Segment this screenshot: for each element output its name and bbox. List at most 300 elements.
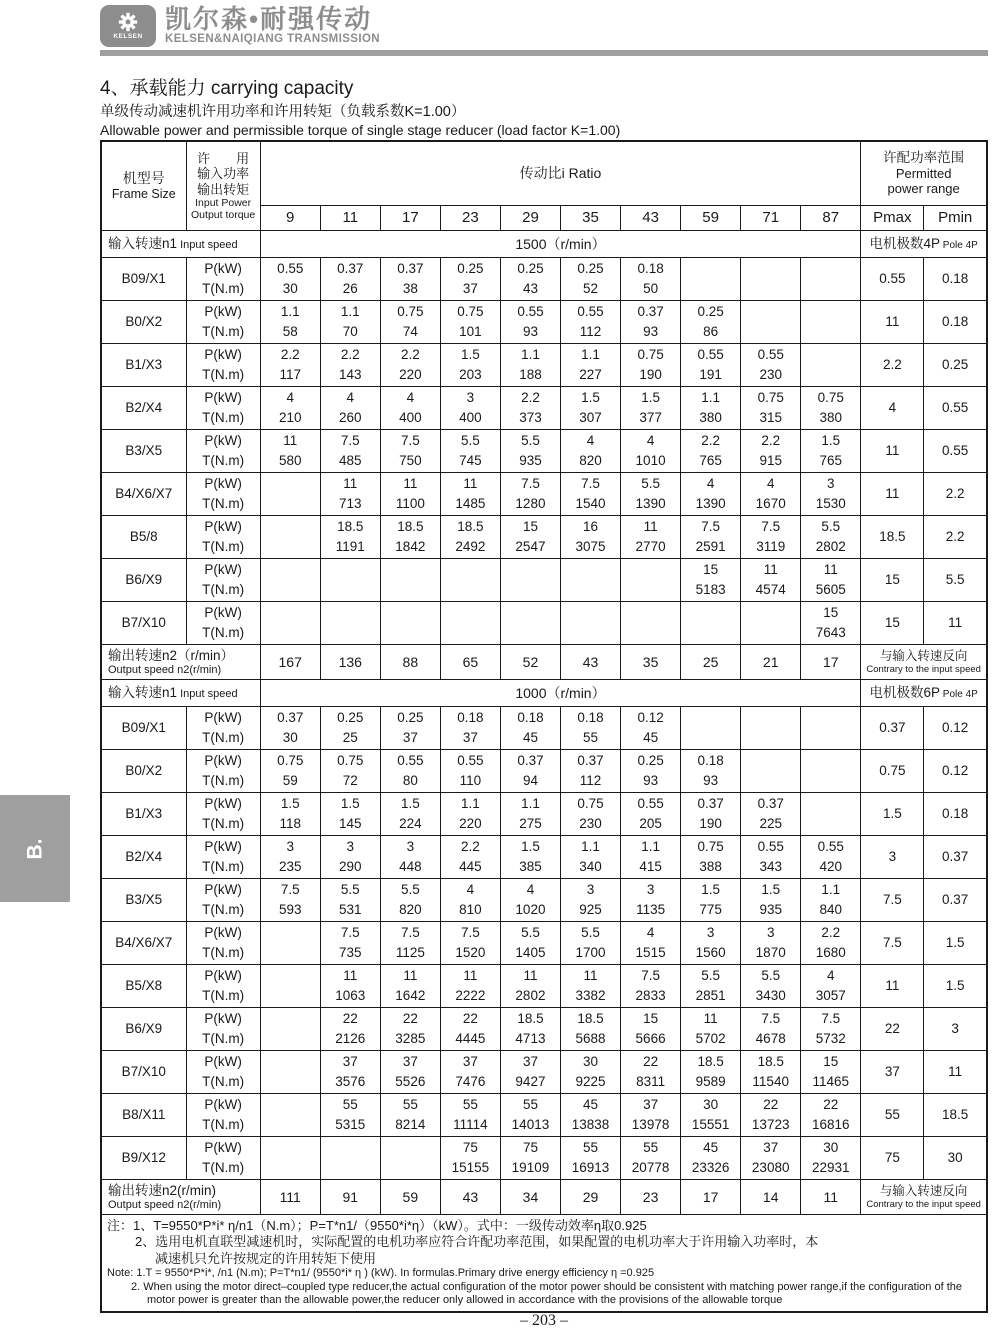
p-value: 0.25 <box>697 303 724 319</box>
pmax-cell: 22 <box>861 1007 924 1050</box>
value-cell <box>320 1050 380 1093</box>
t-value <box>742 728 799 748</box>
t-value: 5732 <box>815 1030 846 1046</box>
table-row <box>101 386 987 429</box>
p-value: 22 <box>462 1010 478 1026</box>
p-value: 2.2 <box>521 389 540 405</box>
t-value: 8311 <box>636 1073 666 1089</box>
t-value <box>802 365 859 385</box>
value-cell <box>681 1093 741 1136</box>
subtitle-en: Allowable power and permissible torque of single stage reducer (load factor K=1.00) <box>100 122 621 138</box>
value-cell <box>440 964 500 1007</box>
p-value: 22 <box>342 1010 358 1026</box>
p-value <box>742 302 799 322</box>
t-value: 2851 <box>695 987 726 1003</box>
t-value: 745 <box>459 452 482 468</box>
t-value: 37 <box>462 729 478 745</box>
value-cell <box>440 1093 500 1136</box>
t-value: 935 <box>519 452 542 468</box>
t-value: 94 <box>522 772 538 788</box>
t-value: 203 <box>459 366 482 382</box>
p-value: 15 <box>823 1053 839 1069</box>
pt-label-cell <box>186 878 260 921</box>
permitted-header-en2: power range <box>887 181 960 197</box>
input-speed-label-cn: 输入转速n1 <box>108 235 178 251</box>
p-value: 1.1 <box>581 346 600 362</box>
p-value: 2.2 <box>400 346 420 362</box>
value-cell <box>560 558 620 601</box>
pt-label-cell <box>186 1007 260 1050</box>
t-value: 20778 <box>631 1159 670 1175</box>
p-value: 0.25 <box>397 709 424 725</box>
t-value <box>322 1158 379 1178</box>
pmin-cell: 0.12 <box>924 706 987 749</box>
value-cell <box>681 300 741 343</box>
p-value: 0.55 <box>517 303 544 319</box>
table-row <box>101 515 987 558</box>
t-value: 190 <box>699 815 722 831</box>
output-value-cell: 17 <box>801 644 861 679</box>
t-value: 3075 <box>575 538 606 554</box>
ratio-col-23: 23 <box>440 205 500 230</box>
pmax-cell: 11 <box>861 429 924 472</box>
p-value: 5.5 <box>340 881 360 897</box>
t-value: 3382 <box>575 987 606 1003</box>
value-cell <box>500 878 560 921</box>
t-value: 235 <box>278 858 302 874</box>
brand-header <box>100 5 380 47</box>
t-value: 110 <box>459 772 482 788</box>
t-value: 750 <box>399 452 422 468</box>
p-unit-label: P(kW) <box>204 1010 242 1026</box>
t-value: 5183 <box>695 581 726 597</box>
t-value: 13838 <box>571 1116 610 1132</box>
value-cell <box>741 472 801 515</box>
t-value: 22931 <box>811 1159 850 1175</box>
ratio-col-87: 87 <box>801 205 861 230</box>
p-value: 55 <box>342 1096 358 1112</box>
value-cell <box>380 429 440 472</box>
pmin-cell: 0.18 <box>924 792 987 835</box>
p-value: 37 <box>342 1053 358 1069</box>
t-value: 1670 <box>755 495 786 511</box>
p-value: 0.75 <box>697 838 724 854</box>
pmin-cell: 11 <box>924 1050 987 1093</box>
t-value <box>322 623 379 643</box>
p-value: 22 <box>643 1053 659 1069</box>
t-unit-label: T(N.m) <box>202 323 245 339</box>
value-cell <box>500 257 560 300</box>
t-value: 5702 <box>695 1030 726 1046</box>
t-value: 205 <box>639 815 662 831</box>
t-value: 5666 <box>635 1030 666 1046</box>
t-value: 415 <box>639 858 662 874</box>
t-unit-label: T(N.m) <box>202 1030 245 1046</box>
t-value: 30 <box>282 729 298 745</box>
pmax-cell: 2.2 <box>861 343 924 386</box>
p-value <box>802 259 859 279</box>
p-value: 15 <box>703 561 719 577</box>
value-cell <box>560 749 620 792</box>
pmin-cell: 0.55 <box>924 429 987 472</box>
value-cell <box>621 1007 681 1050</box>
p-value: 15 <box>522 518 538 534</box>
value-cell <box>560 601 620 644</box>
t-value: 74 <box>402 323 418 339</box>
value-cell <box>741 964 801 1007</box>
value-cell <box>320 1007 380 1050</box>
table-row <box>101 601 987 644</box>
value-cell <box>801 792 861 835</box>
p-value: 0.75 <box>277 752 304 768</box>
frame-size-cell: B7/X10 <box>101 1050 186 1093</box>
value-cell <box>621 1093 681 1136</box>
value-cell <box>500 558 560 601</box>
value-cell <box>380 257 440 300</box>
p-value: 5.5 <box>581 924 600 940</box>
pmax-cell: 4 <box>861 386 924 429</box>
t-value: 275 <box>519 815 542 831</box>
frame-size-cell: B2/X4 <box>101 386 186 429</box>
value-cell <box>260 749 320 792</box>
value-cell <box>560 878 620 921</box>
value-cell <box>500 835 560 878</box>
t-value: 4445 <box>455 1030 486 1046</box>
t-value: 388 <box>699 858 722 874</box>
t-value: 5688 <box>575 1030 606 1046</box>
t-value: 1020 <box>515 901 546 917</box>
p-value: 0.12 <box>637 709 664 725</box>
input-speed-row <box>101 230 987 257</box>
value-cell <box>440 1007 500 1050</box>
t-value: 30 <box>282 280 298 296</box>
p-value: 2.2 <box>821 924 841 940</box>
t-value: 373 <box>519 409 542 425</box>
p-value: 0.55 <box>637 795 664 811</box>
value-cell <box>500 964 560 1007</box>
t-value: 37 <box>462 280 478 296</box>
t-value <box>562 580 619 600</box>
value-cell <box>500 706 560 749</box>
p-value: 0.18 <box>457 709 484 725</box>
t-value: 2591 <box>695 538 726 554</box>
output-value-cell: 11 <box>801 1179 861 1214</box>
value-cell <box>741 921 801 964</box>
p-value: 0.25 <box>457 260 484 276</box>
permitted-header-en1: Permitted <box>895 166 952 182</box>
p-value: 55 <box>402 1096 418 1112</box>
t-value <box>262 1029 319 1049</box>
p-unit-label: P(kW) <box>204 967 242 983</box>
t-value <box>262 580 319 600</box>
value-cell <box>681 257 741 300</box>
p-value: 1.1 <box>521 346 540 362</box>
value-cell <box>320 300 380 343</box>
p-value: 0.37 <box>337 260 364 276</box>
p-value: 1.1 <box>641 838 660 854</box>
t-value: 713 <box>339 495 362 511</box>
t-unit-label: T(N.m) <box>202 815 245 831</box>
value-cell <box>320 601 380 644</box>
value-cell <box>741 1136 801 1179</box>
p-value: 4 <box>766 475 775 491</box>
p-value: 1.1 <box>581 838 600 854</box>
t-value: 445 <box>459 858 482 874</box>
t-value: 1125 <box>395 944 425 960</box>
t-value: 55 <box>583 729 599 745</box>
p-unit-label: P(kW) <box>204 346 242 362</box>
p-value: 4 <box>526 881 535 897</box>
p-value <box>262 1138 319 1158</box>
value-cell <box>621 472 681 515</box>
p-value <box>682 708 739 728</box>
table-row <box>101 835 987 878</box>
t-value: 112 <box>579 772 602 788</box>
pmax-cell: 3 <box>861 835 924 878</box>
p-value: 0.37 <box>397 260 424 276</box>
t-value: 765 <box>699 452 722 468</box>
t-value: 93 <box>643 323 659 339</box>
p-value: 0.55 <box>457 752 484 768</box>
pt-label-cell <box>186 515 260 558</box>
output-value-cell: 23 <box>621 1179 681 1214</box>
p-value: 5.5 <box>701 967 721 983</box>
output-speed-label-en: Output speed n2(r/min) <box>108 663 222 676</box>
value-cell <box>741 429 801 472</box>
t-value: 260 <box>339 409 362 425</box>
pmin-cell: 0.25 <box>924 343 987 386</box>
p-value <box>442 560 499 580</box>
t-value: 52 <box>583 280 599 296</box>
motor-pole-cn: 电机极数6P <box>869 684 940 700</box>
t-value: 26 <box>342 280 358 296</box>
frame-size-cell: B7/X10 <box>101 601 186 644</box>
value-cell <box>380 921 440 964</box>
value-cell <box>801 515 861 558</box>
table-row <box>101 343 987 386</box>
p-value: 4 <box>466 881 475 897</box>
frame-size-cell: B0/X2 <box>101 300 186 343</box>
t-value: 93 <box>643 772 659 788</box>
p-value: 18.5 <box>457 518 484 534</box>
input-speed-label-en: Input speed <box>177 687 238 700</box>
brand-logo <box>100 5 156 47</box>
pmax-cell: 0.75 <box>861 749 924 792</box>
value-cell <box>500 921 560 964</box>
value-cell <box>260 835 320 878</box>
value-cell <box>320 343 380 386</box>
p-unit-label: P(kW) <box>204 432 242 448</box>
value-cell <box>801 706 861 749</box>
value-cell <box>681 515 741 558</box>
p-value: 1.1 <box>521 795 540 811</box>
value-cell <box>621 792 681 835</box>
value-cell <box>801 964 861 1007</box>
p-value <box>562 603 619 623</box>
value-cell <box>320 472 380 515</box>
p-value: 3 <box>827 475 835 491</box>
t-value: 220 <box>459 815 482 831</box>
frame-size-cell: B0/X2 <box>101 749 186 792</box>
t-value: 112 <box>579 323 602 339</box>
p-value: 75 <box>462 1139 478 1155</box>
value-cell <box>260 792 320 835</box>
input-speed-label-cn: 输入转速n1 <box>108 684 178 700</box>
t-value: 191 <box>699 366 722 382</box>
title-block <box>100 77 620 139</box>
value-cell <box>741 749 801 792</box>
value-cell <box>500 300 560 343</box>
p-value: 11 <box>763 561 778 577</box>
note-cn-2: 2、选用电机直联型减速机时，实际配置的电机功率应符合许配功率范围，如果配置的电机功率大于许用输入功率时，本 <box>135 1234 819 1249</box>
value-cell <box>801 429 861 472</box>
ratio-col-71: 71 <box>741 205 801 230</box>
p-value: 1.5 <box>340 795 360 811</box>
t-value <box>382 580 439 600</box>
t-unit-label: T(N.m) <box>202 366 245 382</box>
value-cell <box>380 835 440 878</box>
t-value: 4678 <box>755 1030 786 1046</box>
value-cell <box>801 1050 861 1093</box>
value-cell <box>500 1050 560 1093</box>
output-speed-label-en: Output speed n2(r/min) <box>108 1198 222 1211</box>
ratio-col-35: 35 <box>560 205 620 230</box>
pmax-cell: 0.37 <box>861 706 924 749</box>
p-value <box>622 560 679 580</box>
frame-size-cell: B6/X9 <box>101 1007 186 1050</box>
p-value: 0.75 <box>577 795 604 811</box>
value-cell <box>380 1050 440 1093</box>
output-value-cell: 17 <box>681 1179 741 1214</box>
t-value: 820 <box>399 901 422 917</box>
pmax-cell: 55 <box>861 1093 924 1136</box>
pmax-cell: 0.55 <box>861 257 924 300</box>
t-value: 377 <box>639 409 662 425</box>
t-value: 225 <box>759 815 782 831</box>
p-value: 16 <box>583 518 599 534</box>
value-cell <box>320 964 380 1007</box>
value-cell <box>621 343 681 386</box>
ratio-col-9: 9 <box>260 205 320 230</box>
table-row <box>101 706 987 749</box>
pmax-cell: 7.5 <box>861 878 924 921</box>
p-value <box>322 1138 379 1158</box>
p-value: 37 <box>462 1053 478 1069</box>
value-cell <box>440 706 500 749</box>
t-value <box>622 623 679 643</box>
t-value: 8214 <box>395 1116 426 1132</box>
p-value: 7.5 <box>641 967 660 983</box>
output-direction-en: Contrary to the input speed <box>866 1198 981 1210</box>
value-cell <box>560 386 620 429</box>
p-value: 0.75 <box>337 752 364 768</box>
notes-cell <box>101 1214 987 1312</box>
p-value: 0.75 <box>637 346 664 362</box>
p-value: 5.5 <box>761 967 781 983</box>
t-value: 9225 <box>575 1073 606 1089</box>
value-cell <box>741 601 801 644</box>
t-unit-label: T(N.m) <box>202 581 245 597</box>
p-value <box>802 302 859 322</box>
p-value: 11 <box>403 475 418 491</box>
value-cell <box>560 472 620 515</box>
value-cell <box>500 1093 560 1136</box>
frame-size-cell: B6/X9 <box>101 558 186 601</box>
t-value: 7476 <box>455 1073 486 1089</box>
pmin-cell: 18.5 <box>924 1093 987 1136</box>
pmin-header: Pmin <box>924 205 987 230</box>
value-cell <box>681 878 741 921</box>
value-cell <box>320 792 380 835</box>
p-value <box>262 1095 319 1115</box>
p-value: 3 <box>646 881 655 897</box>
t-value: 400 <box>459 409 482 425</box>
t-value: 93 <box>522 323 538 339</box>
p-value: 7.5 <box>581 475 600 491</box>
p-value <box>322 603 379 623</box>
p-value: 4 <box>646 432 655 448</box>
p-value <box>562 560 619 580</box>
table-row <box>101 792 987 835</box>
value-cell <box>260 964 320 1007</box>
pt-label-cell <box>186 386 260 429</box>
value-cell <box>380 515 440 558</box>
value-cell <box>681 749 741 792</box>
p-value: 22 <box>823 1096 839 1112</box>
value-cell <box>380 472 440 515</box>
value-cell <box>440 386 500 429</box>
t-value: 3576 <box>335 1073 366 1089</box>
t-value: 3430 <box>755 987 786 1003</box>
frame-size-cell: B8/X11 <box>101 1093 186 1136</box>
header-row-1 <box>101 141 987 205</box>
t-value: 5526 <box>395 1073 426 1089</box>
p-value: 0.55 <box>397 752 424 768</box>
value-cell <box>260 1136 320 1179</box>
p-value: 0.37 <box>637 303 664 319</box>
p-value: 1.5 <box>821 432 841 448</box>
output-value-cell: 34 <box>500 1179 560 1214</box>
motor-pole-cell <box>861 679 987 706</box>
power-header-en2: Output torque <box>191 209 256 221</box>
pt-label-cell <box>186 343 260 386</box>
p-unit-label: P(kW) <box>204 1139 242 1155</box>
t-value: 1870 <box>755 944 786 960</box>
value-cell <box>621 1136 681 1179</box>
p-unit-label: P(kW) <box>204 881 242 897</box>
t-value <box>682 279 739 299</box>
section-tab-label: B. <box>23 838 46 859</box>
t-value: 315 <box>759 409 782 425</box>
t-value: 765 <box>819 452 843 468</box>
p-value: 1.1 <box>701 389 721 405</box>
t-value: 118 <box>279 815 301 831</box>
t-value: 1100 <box>395 495 425 511</box>
t-value: 93 <box>703 772 719 788</box>
p-unit-label: P(kW) <box>204 752 242 768</box>
value-cell <box>380 1007 440 1050</box>
p-value <box>382 560 439 580</box>
p-value: 5.5 <box>521 924 540 940</box>
pmin-cell: 5.5 <box>924 558 987 601</box>
p-value: 7.5 <box>821 1010 841 1026</box>
t-value: 820 <box>579 452 602 468</box>
t-value: 230 <box>579 815 602 831</box>
value-cell <box>621 386 681 429</box>
p-value <box>742 603 799 623</box>
t-value: 5605 <box>815 581 846 597</box>
t-value: 340 <box>579 858 602 874</box>
